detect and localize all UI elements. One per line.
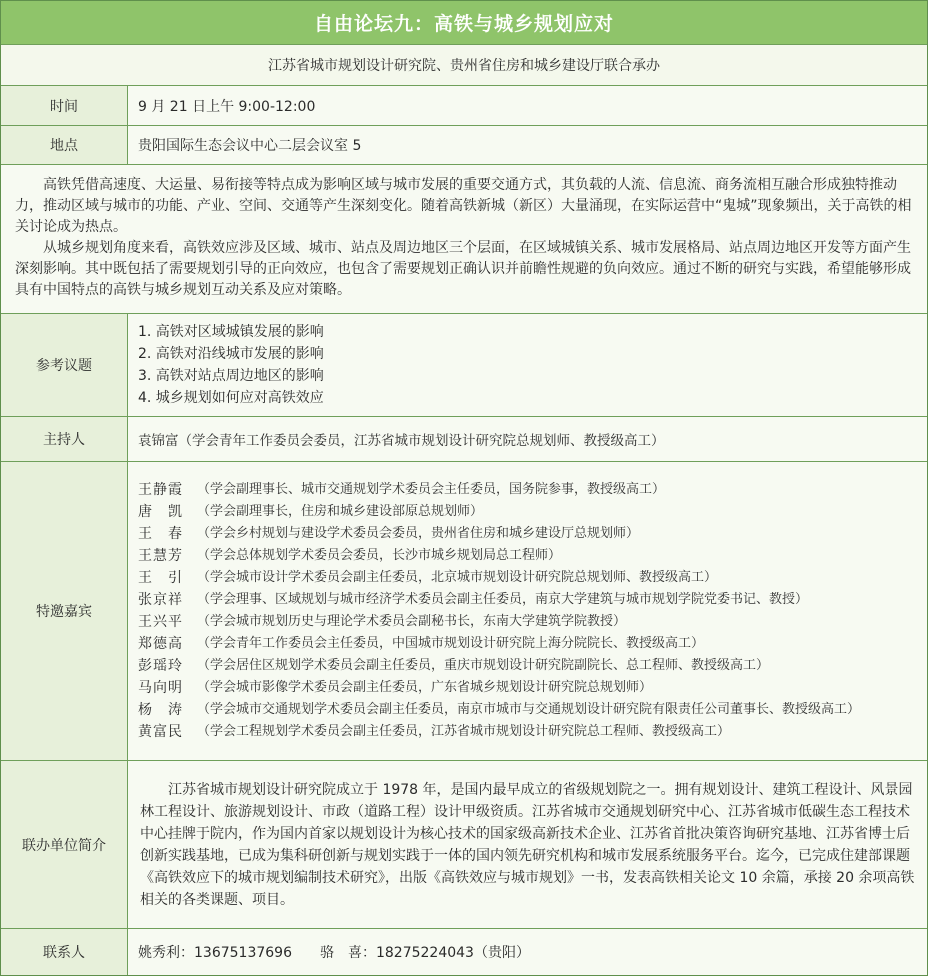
guest-name: 唐 凯 (138, 504, 183, 520)
guests-list (128, 462, 927, 760)
partner-intro (128, 761, 927, 928)
guest-title: （学会青年工作委员会主任委员，中国城市规划设计研究院上海分院院长、教授级高工） (197, 636, 705, 651)
guest-name: 王静霞 (138, 482, 183, 498)
guests-row (1, 462, 927, 761)
guest-title: （学会城市交通规划学术委员会副主任委员，南京市城市与交通规划设计研究院有限责任公司董事长、教授级高工） (197, 702, 861, 717)
contacts-row (1, 929, 927, 975)
partner-label: 联办单位简介 (1, 761, 128, 928)
guest-item (138, 589, 917, 611)
time-row (1, 86, 927, 126)
guest-title: （学会乡村规划与建设学术委员会委员，贵州省住房和城乡建设厅总规划师） (197, 526, 640, 541)
intro-paragraph-1: 高铁凭借高速度、大运量、易衔接等特点成为影响区域与城市发展的重要交通方式，其负载的人流、信息流、商务流相互融合形成独特推动力，推动区域与城市的功能、产业、空间、交通等产生深刻变化。随着高铁新城（新区）大量涌现，在实际运营中“鬼城”现象频出，关于高铁的相关讨论成为热点。 (15, 177, 912, 235)
title-bar (1, 1, 927, 45)
guest-name: 张京祥 (138, 592, 183, 608)
contacts-label: 联系人 (1, 929, 128, 975)
guest-item (138, 655, 917, 677)
guest-name: 王 引 (138, 570, 183, 586)
topic-item: 1. 高铁对区域城镇发展的影响 (138, 324, 324, 340)
guest-title: （学会副理事长，住房和城乡建设部原总规划师） (197, 504, 484, 519)
guest-item (138, 721, 917, 743)
guest-title: （学会居住区规划学术委员会副主任委员，重庆市规划设计研究院副院长、总工程师、教授级高工） (197, 658, 770, 673)
topic-item: 3. 高铁对站点周边地区的影响 (138, 368, 324, 384)
guest-name: 黄富民 (138, 724, 183, 740)
guests-label: 特邀嘉宾 (1, 462, 128, 760)
host-row (1, 417, 927, 462)
guest-title: （学会城市规划历史与理论学术委员会副秘书长，东南大学建筑学院教授） (197, 614, 627, 629)
guest-name: 王兴平 (138, 614, 183, 630)
guest-item (138, 479, 917, 501)
partner-row (1, 761, 927, 929)
guest-name: 王 春 (138, 526, 183, 542)
guest-item (138, 677, 917, 699)
organizers-text: 江苏省城市规划设计研究院、贵州省住房和城乡建设厅联合承办 (268, 58, 660, 74)
intro-section (1, 165, 927, 314)
contacts-value: 姚秀利：13675137696 骆 喜：18275224043（贵阳） (128, 929, 927, 975)
topics-label: 参考议题 (1, 314, 128, 416)
guest-title: （学会理事、区域规划与城市经济学术委员会副主任委员，南京大学建筑与城市规划学院党委书记、教授） (197, 592, 809, 607)
organizers-row (1, 45, 927, 86)
guest-name: 马向明 (138, 680, 183, 696)
guest-item (138, 567, 917, 589)
host-label: 主持人 (1, 417, 128, 461)
venue-label: 地点 (1, 126, 128, 164)
guest-name: 彭瑶玲 (138, 658, 183, 674)
guest-item (138, 501, 917, 523)
guest-title: （学会工程规划学术委员会副主任委员，江苏省城市规划设计研究院总工程师、教授级高工） (197, 724, 731, 739)
venue-value: 贵阳国际生态会议中心二层会议室 5 (128, 126, 927, 164)
venue-row (1, 126, 927, 165)
guest-item (138, 611, 917, 633)
guest-title: （学会总体规划学术委员会委员，长沙市城乡规划局总工程师） (197, 548, 562, 563)
guest-item (138, 545, 917, 567)
host-value: 袁锦富（学会青年工作委员会委员，江苏省城市规划设计研究院总规划师、教授级高工） (128, 417, 927, 461)
intro-paragraph-2: 从城乡规划角度来看，高铁效应涉及区域、城市、站点及周边地区三个层面，在区域城镇关系、城市发展格局、站点周边地区开发等方面产生深刻影响。其中既包括了需要规划引导的正向效应，也包含了需要规划正确认识并前瞻性规避的负向效应。通过不断的研究与实践，希望能够形成具有中国特点的高铁与城乡规划互动关系及应对策略。 (15, 240, 911, 298)
guest-name: 郑德高 (138, 636, 183, 652)
topics-row (1, 314, 927, 417)
guest-item (138, 523, 917, 545)
partner-text: 江苏省城市规划设计研究院成立于 1978 年，是国内最早成立的省级规划院之一。拥有规划设计、建筑工程设计、风景园林工程设计、旅游规划设计、市政（道路工程）设计甲级资质。江苏省城市交通规划研究中心、江苏省城市低碳生态工程技术中心挂牌于院内，作为国内首家以规划设计为核心技术的国家级高新技术企业、江苏省首批决策咨询研究基地、江苏省博士后创新实践基地，已成为集科研创新与规划实践于一体的国内领先研究机构和城市发展系统服务平台。迄今，已完成住建部课题《高铁效应下的城市规划编制技术研究》，出版《高铁效应与城市规划》一书，发表高铁相关论文 10 余篇，承接 20 余项高铁相关的各类课题、项目。 (140, 781, 915, 908)
guest-item (138, 699, 917, 721)
topic-item: 4. 城乡规划如何应对高铁效应 (138, 390, 324, 406)
guest-item (138, 633, 917, 655)
guest-title: （学会城市影像学术委员会副主任委员，广东省城乡规划设计研究院总规划师） (197, 680, 653, 695)
time-label: 时间 (1, 86, 128, 125)
guest-title: （学会副理事长、城市交通规划学术委员会主任委员，国务院参事，教授级高工） (197, 482, 666, 497)
forum-title: 自由论坛九：高铁与城乡规划应对 (313, 13, 614, 35)
topic-item: 2. 高铁对沿线城市发展的影响 (138, 346, 324, 362)
guest-name: 杨 涛 (138, 702, 183, 718)
topics-list (128, 314, 927, 416)
time-value: 9 月 21 日上午 9:00-12:00 (128, 86, 927, 125)
guest-title: （学会城市设计学术委员会副主任委员，北京城市规划设计研究院总规划师、教授级高工） (197, 570, 718, 585)
guest-name: 王慧芳 (138, 548, 183, 564)
